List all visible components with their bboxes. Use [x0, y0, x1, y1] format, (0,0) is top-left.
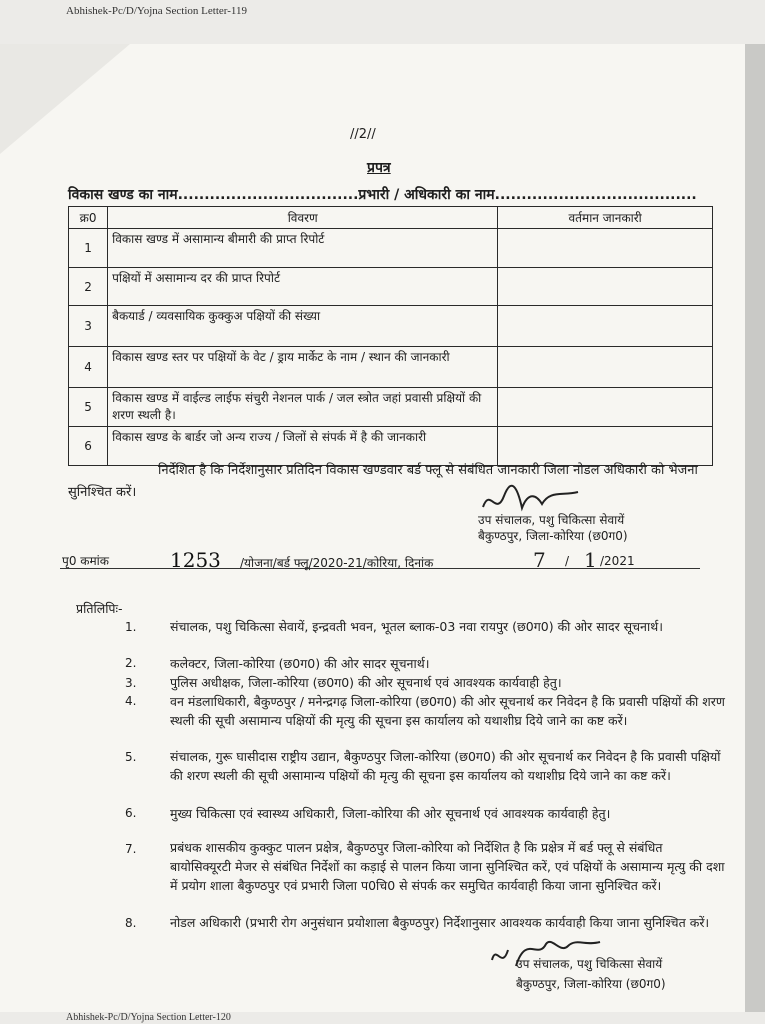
row-description: पक्षियों में असामान्य दर की प्राप्त रिपोर्ट — [108, 268, 498, 306]
date-separator: / — [565, 554, 570, 568]
table-row — [69, 229, 713, 268]
table-row — [69, 306, 713, 347]
row-current-info-cell — [498, 388, 713, 427]
info-table — [68, 206, 713, 466]
top-header-strip — [0, 0, 765, 44]
reference-year: /2021 — [600, 554, 635, 568]
header-text: Abhishek-Pc/D/Yojna Section Letter-119 — [66, 5, 247, 17]
block-officer-field-line: विकास खण्ड का नाम..................................प्रभारी / अधिकारी का नाम...................................... — [68, 187, 697, 203]
row-current-info-cell — [498, 306, 713, 347]
row-number: 3 — [69, 306, 108, 347]
copy-item: प्रबंधक शासकीय कुक्कुट पालन प्रक्षेत्र, बैकुण्ठपुर जिला-कोरिया को निर्देशित है कि प्रक्षेत्र में बर्ड फ्लू से संबंधित बायोसिक्यूरटी मेजर से संबंधित निर्देशों का कड़ाई से पालन किया जाना सुनिश्चित करें, एवं पक्षियों के असामान्य मृत्यु की दशा में प्रयोग शाला बैकुण्ठपुर एवं प्रभारी जिला प0चि0 से संपर्क कर समुचित कार्यवाही किया जाना सुनिश्चित करें। — [170, 840, 725, 893]
row-number: 1 — [69, 229, 108, 268]
row-number: 5 — [69, 388, 108, 427]
row-number: 6 — [69, 427, 108, 466]
table-row — [69, 347, 713, 388]
bottom-footer-strip — [0, 1012, 765, 1024]
table-header-row — [69, 207, 713, 229]
page-fold — [0, 44, 130, 154]
copy-number: 8. — [125, 916, 137, 930]
row-description: बैकयार्ड / व्यवसायिक कुक्कुअ पक्षियों की संख्या — [108, 306, 498, 347]
copy-number: 4. — [125, 694, 137, 708]
row-description: विकास खण्ड के बार्डर जो अन्य राज्य / जिलों से संपर्क में है की जानकारी — [108, 427, 498, 466]
table-row — [69, 268, 713, 306]
signature-block-bottom — [516, 954, 666, 994]
header-serial: क्र0 — [69, 207, 108, 229]
table-row — [69, 388, 713, 427]
instruction-paragraph: निर्देशित है कि निर्देशानुसार प्रतिदिन विकास खण्डवार बर्ड फ्लू से संबंधित जानकारी जिला नोडल अधिकारी को भेजना सुनिश्चित करें। — [68, 463, 698, 500]
reference-number: 1253 — [170, 548, 221, 572]
reference-month: 1 — [584, 548, 597, 572]
copy-item: मुख्य चिकित्सा एवं स्वास्थ्य अधिकारी, जिला-कोरिया की ओर सूचनार्थ एवं आवश्यक कार्यवाही हेतु। — [170, 806, 611, 821]
row-description: विकास खण्ड में असामान्य बीमारी की प्राप्त रिपोर्ट — [108, 229, 498, 268]
copy-item: संचालक, पशु चिकित्सा सेवायें, इन्द्रवती भवन, भूतल ब्लाक-03 नवा रायपुर (छ0ग0) की ओर सादर सूचनार्थ। — [170, 619, 663, 634]
copy-number: 5. — [125, 750, 137, 764]
reference-label: पृ0 कमांक — [62, 554, 109, 568]
page-edge — [745, 44, 765, 1012]
signature-office: बैकुण्ठपुर, जिला-कोरिया (छ0ग0) — [516, 977, 666, 991]
footer-text: Abhishek-Pc/D/Yojna Section Letter-120 — [66, 1012, 231, 1023]
row-number: 2 — [69, 268, 108, 306]
signature-title: उप संचालक, पशु चिकित्सा सेवायें — [516, 957, 663, 971]
divider-line — [60, 568, 700, 569]
copy-item: संचालक, गुरू घासीदास राष्ट्रीय उद्यान, बैकुण्ठपुर जिला-कोरिया (छ0ग0) की ओर सूचनार्थ कर निवेदन है कि प्रवासी पक्षियों की शरण स्थली की सूची असामान्य पक्षियों की मृत्यु की सूचना इस कार्यालय को यथाशीघ्र दिये जाने का कष्ट करें। — [170, 749, 721, 783]
signature-office: बैकुण्ठपुर, जिला-कोरिया (छ0ग0) — [478, 529, 628, 543]
reference-day: 7 — [533, 548, 546, 572]
header-description: विवरण — [108, 207, 498, 229]
row-description: विकास खण्ड में वाईल्ड लाईफ संचुरी नेशनल पार्क / जल स्त्रोत जहां प्रवासी प्रक्षियों की शरण स्थली है। — [108, 388, 498, 427]
copy-item: कलेक्टर, जिला-कोरिया (छ0ग0) की ओर सादर सूचनार्थ। — [170, 656, 430, 671]
signature-block-top — [478, 512, 628, 544]
copy-number: 2. — [125, 656, 137, 670]
copy-number: 3. — [125, 676, 137, 690]
row-number: 4 — [69, 347, 108, 388]
copy-item: पुलिस अधीक्षक, जिला-कोरिया (छ0ग0) की ओर सूचनार्थ एवं आवश्यक कार्यवाही हेतु। — [170, 675, 562, 690]
form-heading: प्रपत्र — [367, 160, 391, 176]
signature-title: उप संचालक, पशु चिकित्सा सेवायें — [478, 513, 625, 527]
copy-item: वन मंडलाधिकारी, बैकुण्ठपुर / मनेन्द्रगढ़ जिला-कोरिया (छ0ग0) की ओर सूचनार्थ कर निवेदन है कि प्रवासी पक्षियों की शरण स्थली की सूची असामान्य पक्षियों की मृत्यु की सूचना इस कार्यालय को यथाशीघ्र दिये जाने का कष्ट करें। — [170, 694, 725, 728]
copy-to-label: प्रतिलिपिः- — [76, 601, 123, 616]
reference-text: /योजना/बर्ड फ्लू/2020-21/कोरिया, दिनांक — [240, 556, 434, 570]
row-current-info-cell — [498, 268, 713, 306]
row-current-info-cell — [498, 347, 713, 388]
copy-number: 7. — [125, 842, 137, 856]
header-current-info: वर्तमान जानकारी — [498, 207, 713, 229]
row-current-info-cell — [498, 229, 713, 268]
copy-number: 1. — [125, 620, 137, 634]
copy-number: 6. — [125, 806, 137, 820]
copy-item: नोडल अधिकारी (प्रभारी रोग अनुसंधान प्रयोशाला बैकुण्ठपुर) निर्देशानुसार आवश्यक कार्यवाही किया जाना सुनिश्चित करें। — [170, 915, 710, 930]
row-description: विकास खण्ड स्तर पर पक्षियों के वेट / ड्राय मार्केट के नाम / स्थान की जानकारी — [108, 347, 498, 388]
page-number: //2// — [350, 127, 376, 142]
